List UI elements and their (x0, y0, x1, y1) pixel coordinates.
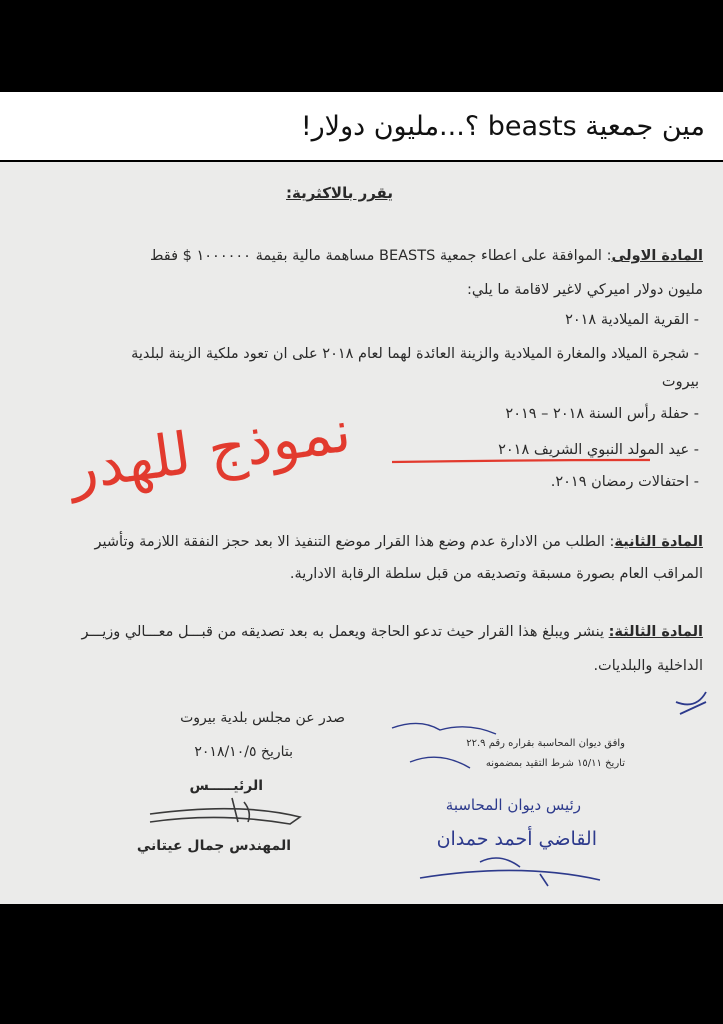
list-item: - عيد المولد النبوي الشريف ٢٠١٨ (498, 442, 699, 458)
audit-chief-title: رئيس ديوان المحاسبة (445, 796, 581, 814)
president-signature (150, 809, 300, 824)
list-item: - احتفالات رمضان ٢٠١٩. (550, 474, 699, 490)
audit-approval-line-2: تاريخ ١٥/١١ شرط التقيد بمضمونه (485, 758, 625, 769)
president-label: الرئيـــــس (189, 778, 263, 794)
post-header (0, 92, 723, 160)
article-2-text: : الطلب من الادارة عدم وضع هذا القرار موضع التنفيذ الا بعد حجز النفقة اللازمة وتأشير (94, 534, 615, 550)
article-1-line-2: مليون دولار اميركي لاغير لاقامة ما يلي: (466, 282, 703, 298)
article-2-line-1 (95, 534, 704, 550)
issued-date: بتاريخ ٢٠١٨/١٠/٥ (194, 744, 293, 760)
list-item: - شجرة الميلاد والمغارة الميلادية والزينة العائدة لهما لعام ٢٠١٨ على ان تعود ملكية الزينة لبلدية (131, 346, 699, 362)
article-2-line-2: المراقب العام بصورة مسبقة وتصديقه من قبل سلطة الرقابة الادارية. (289, 566, 703, 582)
article-1-text: : الموافقة على اعطاء جمعية BEASTS مساهمة مالية بقيمة ١٠٠٠٠٠٠ $ فقط (149, 248, 612, 264)
audit-initials (676, 692, 706, 714)
signature-marks (0, 162, 723, 904)
list-item: - حفلة رأس السنة ٢٠١٨ – ٢٠١٩ (505, 406, 699, 422)
article-3-line-2: الداخلية والبلديات. (593, 658, 703, 674)
article-3-line-1 (82, 624, 703, 640)
issued-by: صدر عن مجلس بلدية بيروت (180, 710, 345, 726)
post-title: مين جمعية beasts ؟...مليون دولار! (300, 110, 705, 142)
audit-chief-signature (420, 870, 600, 880)
president-name: المهندس جمال عيتاني (136, 838, 291, 854)
list-item: - القرية الميلادية ٢٠١٨ (565, 312, 699, 328)
waste-stamp-text: نموذج للهدر (64, 396, 355, 504)
article-3-text: ينشر ويبلغ هذا القرار حيث تدعو الحاجة ويعمل به بعد تصديقه من قبـــل معـــالي وزيـــر (81, 624, 609, 640)
audit-chief-name: القاضي أحمد حمدان (436, 828, 597, 850)
article-2-label: المادة الثانية (614, 534, 703, 550)
audit-chief-signature-mark (480, 858, 548, 886)
resolution-heading: يقرر بالاكثرية: (286, 184, 393, 202)
audit-approval-line-1: وافق ديوان المحاسبة بقراره رقم ٢٢.٩ (466, 738, 625, 749)
document-page (0, 162, 723, 904)
list-item-continuation: بيروت (661, 374, 699, 390)
article-3-label: المادة الثالثة: (608, 624, 703, 640)
article-1-line-1 (150, 248, 703, 264)
president-signature-mark (232, 798, 249, 822)
article-1-label: المادة الاولى (611, 248, 703, 264)
waste-stamp-annotation (40, 392, 380, 512)
stamp-underline (392, 460, 650, 462)
